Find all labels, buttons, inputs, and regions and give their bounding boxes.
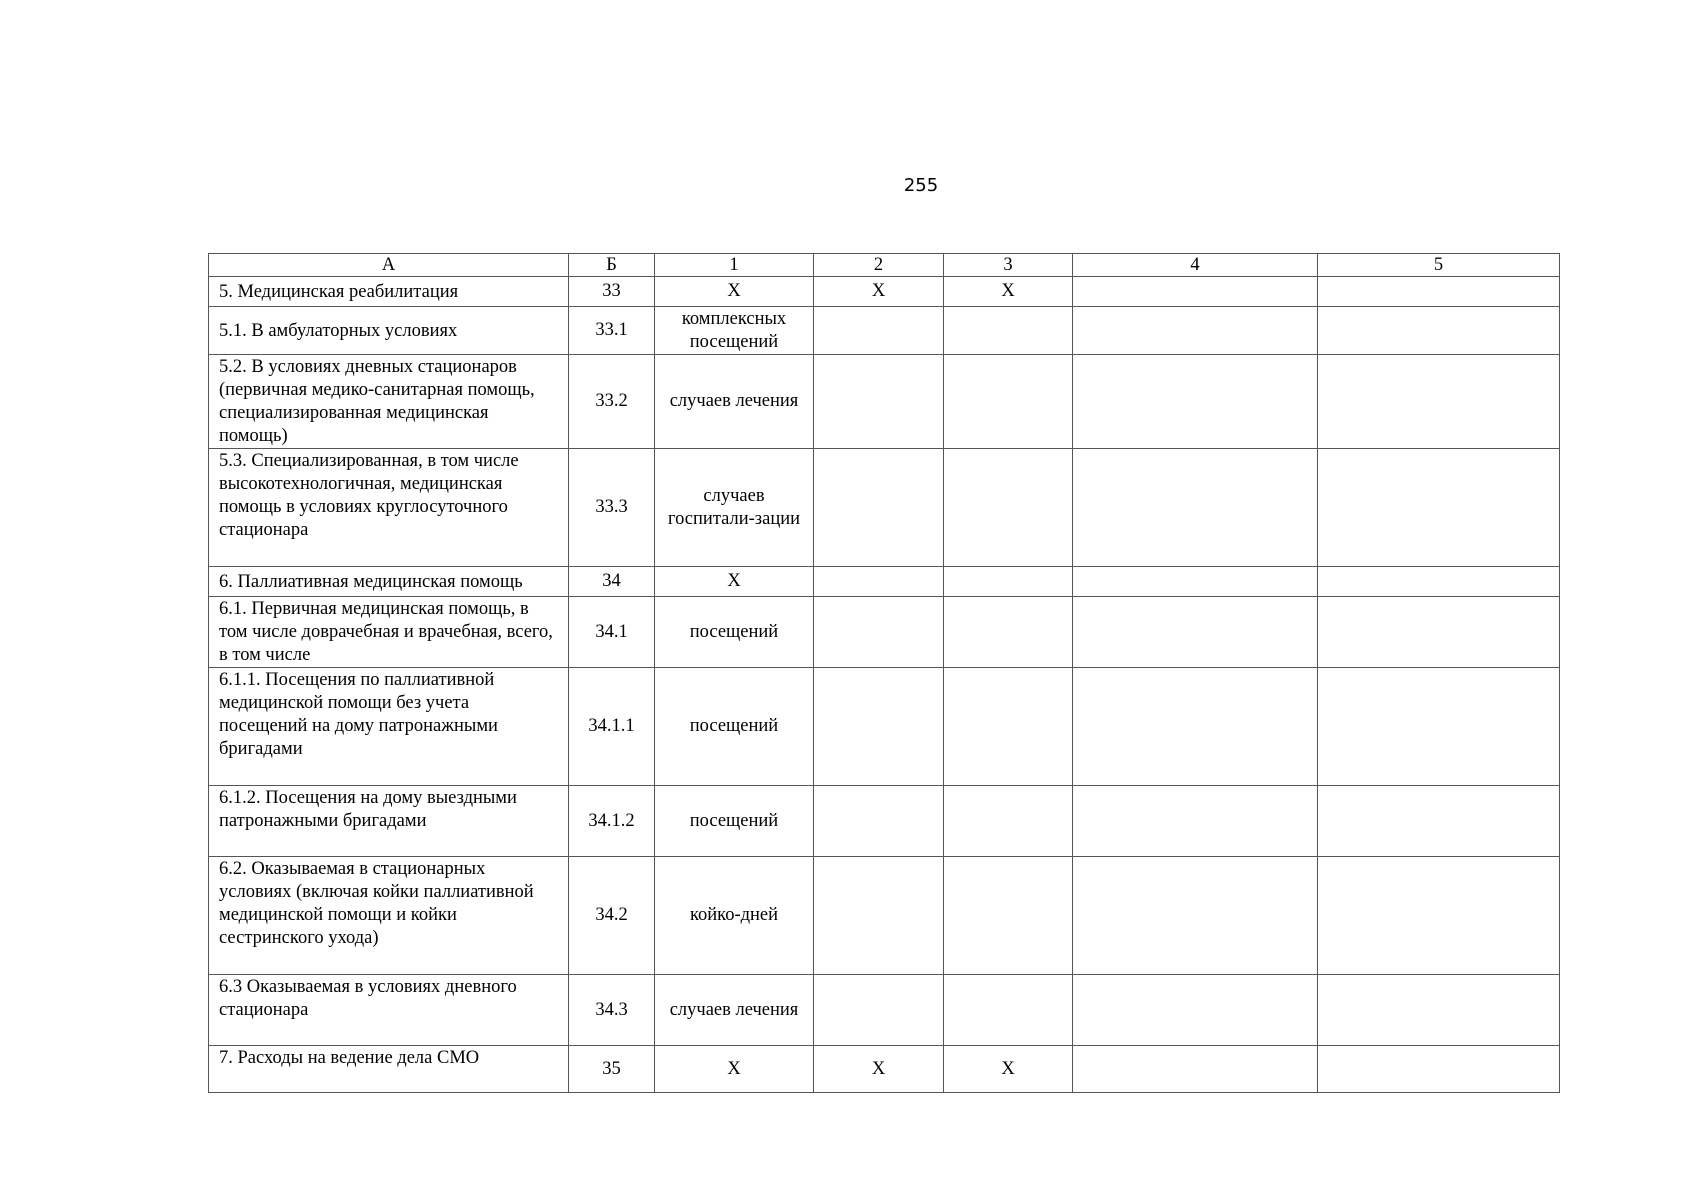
row-unit: комплексных посещений	[655, 307, 814, 355]
header-row	[209, 254, 1560, 277]
row-col5	[1318, 668, 1560, 786]
row-name: 5.2. В условиях дневных стационаров (первичная медико-санитарная помощь, специализированная медицинская помощь)	[209, 355, 569, 449]
table-row	[209, 786, 1560, 857]
table-row	[209, 1046, 1560, 1093]
row-name: 5. Медицинская реабилитация	[209, 277, 569, 307]
row-col2	[814, 857, 944, 975]
row-code: 33	[569, 277, 655, 307]
row-unit: Х	[655, 567, 814, 597]
row-code: 34.1.1	[569, 668, 655, 786]
row-col3	[944, 355, 1073, 449]
row-name: 7. Расходы на ведение дела СМО	[209, 1046, 569, 1093]
row-col4	[1073, 786, 1318, 857]
table-row	[209, 307, 1560, 355]
row-col4	[1073, 277, 1318, 307]
column-header: А	[209, 254, 569, 277]
table-row	[209, 975, 1560, 1046]
row-name: 6.3 Оказываемая в условиях дневного стационара	[209, 975, 569, 1046]
row-col3: Х	[944, 1046, 1073, 1093]
row-col3	[944, 449, 1073, 567]
table-row	[209, 857, 1560, 975]
row-col2: Х	[814, 277, 944, 307]
column-header: 5	[1318, 254, 1560, 277]
row-col3	[944, 786, 1073, 857]
row-col5	[1318, 277, 1560, 307]
column-header: 2	[814, 254, 944, 277]
row-col4	[1073, 307, 1318, 355]
row-col4	[1073, 355, 1318, 449]
data-table	[208, 253, 1560, 1093]
row-col3: Х	[944, 277, 1073, 307]
row-unit: Х	[655, 277, 814, 307]
row-col4	[1073, 567, 1318, 597]
row-code: 34.2	[569, 857, 655, 975]
row-col5	[1318, 567, 1560, 597]
row-col4	[1073, 857, 1318, 975]
row-name: 6. Паллиативная медицинская помощь	[209, 567, 569, 597]
row-col2: Х	[814, 1046, 944, 1093]
row-col3	[944, 975, 1073, 1046]
row-col5	[1318, 307, 1560, 355]
column-header: 4	[1073, 254, 1318, 277]
row-code: 33.2	[569, 355, 655, 449]
row-col2	[814, 567, 944, 597]
row-unit: случаев лечения	[655, 355, 814, 449]
row-col4	[1073, 668, 1318, 786]
row-col4	[1073, 1046, 1318, 1093]
row-name: 6.1. Первичная медицинская помощь, в том числе доврачебная и врачебная, всего, в том числе	[209, 597, 569, 668]
row-name: 6.1.2. Посещения на дому выездными патронажными бригадами	[209, 786, 569, 857]
row-name: 5.1. В амбулаторных условиях	[209, 307, 569, 355]
row-code: 34.1.2	[569, 786, 655, 857]
row-unit: посещений	[655, 786, 814, 857]
row-name: 6.2. Оказываемая в стационарных условиях (включая койки паллиативной медицинской помощи и койки сестринского ухода)	[209, 857, 569, 975]
table-row	[209, 597, 1560, 668]
row-col3	[944, 668, 1073, 786]
row-col3	[944, 597, 1073, 668]
row-unit: случаев лечения	[655, 975, 814, 1046]
row-unit: посещений	[655, 597, 814, 668]
table-row	[209, 277, 1560, 307]
column-header: Б	[569, 254, 655, 277]
row-name: 5.3. Специализированная, в том числе высокотехнологичная, медицинская помощь в условиях круглосуточного стационара	[209, 449, 569, 567]
row-unit: случаев госпитали-зации	[655, 449, 814, 567]
row-col2	[814, 307, 944, 355]
row-col5	[1318, 355, 1560, 449]
row-col2	[814, 597, 944, 668]
row-col3	[944, 857, 1073, 975]
page-number: 255	[903, 175, 939, 196]
row-code: 34.3	[569, 975, 655, 1046]
row-col5	[1318, 449, 1560, 567]
row-code: 33.1	[569, 307, 655, 355]
row-col2	[814, 668, 944, 786]
row-col2	[814, 355, 944, 449]
row-col2	[814, 786, 944, 857]
row-unit: посещений	[655, 668, 814, 786]
row-unit: койко-дней	[655, 857, 814, 975]
row-col5	[1318, 1046, 1560, 1093]
row-col4	[1073, 975, 1318, 1046]
column-header: 1	[655, 254, 814, 277]
table-row	[209, 449, 1560, 567]
table-row	[209, 668, 1560, 786]
row-name: 6.1.1. Посещения по паллиативной медицинской помощи без учета посещений на дому патронажными бригадами	[209, 668, 569, 786]
row-col4	[1073, 597, 1318, 668]
row-code: 34.1	[569, 597, 655, 668]
row-code: 34	[569, 567, 655, 597]
table-row	[209, 567, 1560, 597]
row-col5	[1318, 975, 1560, 1046]
row-col2	[814, 449, 944, 567]
column-header: 3	[944, 254, 1073, 277]
row-unit: Х	[655, 1046, 814, 1093]
row-col2	[814, 975, 944, 1046]
row-col5	[1318, 786, 1560, 857]
row-col3	[944, 567, 1073, 597]
row-code: 35	[569, 1046, 655, 1093]
table-row	[209, 355, 1560, 449]
row-code: 33.3	[569, 449, 655, 567]
row-col5	[1318, 857, 1560, 975]
row-col5	[1318, 597, 1560, 668]
row-col4	[1073, 449, 1318, 567]
row-col3	[944, 307, 1073, 355]
